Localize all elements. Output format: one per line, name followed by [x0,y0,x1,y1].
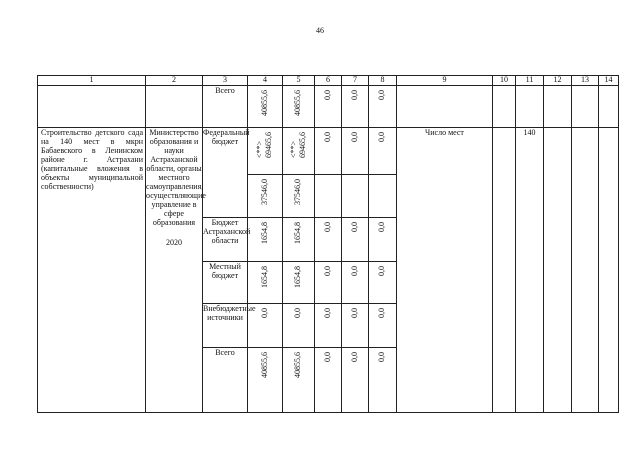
column-number: 6 [315,76,342,86]
amount-value: 40855,6 [259,352,269,378]
amount-cell [369,304,397,348]
column-number-row [38,76,619,86]
amount-cell [369,262,397,304]
project-description: Строительство детского сада на 140 мест в мкрн Бабаевского в Ленинском районе г. Астрахани (капитальные вложения в объекты муниципальной собственности) [38,128,146,413]
funding-source: Местный бюджет [203,262,248,304]
funding-source: Всего [203,348,248,413]
column-number: 3 [203,76,248,86]
indicator-value: 140 [516,128,544,413]
amount-cell [283,348,315,413]
amount-value: 1654,8 [293,266,303,288]
funding-source: Бюджет Астраханской области [203,218,248,262]
responsible-executor [146,128,206,413]
amount-value: 0,0 [322,266,332,276]
amount-mark: <**> [288,140,298,158]
amount-cell [315,86,342,128]
amount-value: 0,0 [293,308,303,318]
amount-value: 69465,6 [264,132,273,158]
amount-value: 0,0 [377,266,387,276]
amount-value: 40855,6 [293,352,303,378]
program-table [37,75,619,413]
amount-value: 0,0 [349,132,359,142]
column-number: 4 [248,76,283,86]
amount-value: 0,0 [377,308,387,318]
column-number: 11 [516,76,544,86]
amount-cell [315,128,342,175]
amount-value: 40855,6 [259,90,269,116]
amount-value: 0,0 [377,352,387,362]
amount-cell [248,86,283,128]
amount-mark: <**> [255,140,265,158]
amount-cell [283,218,315,262]
amount-cell [283,262,315,304]
column-number: 7 [342,76,369,86]
column-number: 8 [369,76,397,86]
amount-value: 69465,6 [297,132,307,158]
amount-value: 0,0 [349,352,359,362]
amount-value: 0,0 [349,90,359,100]
amount-cell [248,128,283,175]
amount-cell [342,304,369,348]
amount-cell [283,175,315,218]
column-number: 9 [397,76,493,86]
funding-source: Внебюджетные источники [203,304,248,348]
responsible-text: Министерство образования и науки Астраханской области, органы местного самоуправления, осуществляющие управление в сфере образования [146,128,206,227]
table-row [38,86,619,128]
amount-value: 0,0 [322,308,332,318]
amount-value: 0,0 [349,308,359,318]
amount-cell [283,304,315,348]
amount-value: 40855,6 [293,90,303,116]
amount-cell [315,218,342,262]
indicator-name: Число мест [397,128,493,413]
amount-cell [342,218,369,262]
amount-value: 1654,8 [293,222,303,244]
amount-cell [369,218,397,262]
amount-cell [342,86,369,128]
amount-value: 1654,8 [259,266,269,288]
amount-cell [342,348,369,413]
amount-cell [315,348,342,413]
amount-cell [248,175,283,218]
amount-value: 0,0 [377,132,387,142]
amount-cell [342,128,369,175]
amount-value: 0,0 [259,308,269,318]
column-number: 2 [146,76,203,86]
amount-cell [248,348,283,413]
page-number: 46 [316,26,324,35]
table-row [38,128,619,175]
amount-cell [315,304,342,348]
amount-cell [248,218,283,262]
amount-value: 0,0 [322,222,332,232]
column-number: 10 [493,76,516,86]
column-number: 1 [38,76,146,86]
amount-value: 0,0 [322,132,332,142]
amount-value: 1654,8 [259,222,269,244]
amount-cell [369,128,397,175]
amount-cell [342,175,369,218]
funding-source: Всего [203,86,248,128]
amount-cell [342,262,369,304]
amount-cell [315,262,342,304]
amount-value: 37546,0 [259,179,269,205]
amount-cell [369,86,397,128]
amount-cell [315,175,342,218]
amount-cell [369,175,397,218]
amount-value: 0,0 [349,266,359,276]
amount-value: 0,0 [377,90,387,100]
amount-value: 0,0 [349,222,359,232]
amount-cell [283,128,315,175]
funding-source: Федеральный бюджет [203,128,248,218]
column-number: 13 [572,76,599,86]
amount-value: 0,0 [377,222,387,232]
amount-value: 37546,0 [293,179,303,205]
column-number: 14 [599,76,619,86]
amount-cell [248,262,283,304]
amount-cell [369,348,397,413]
amount-value: 0,0 [322,90,332,100]
column-number: 5 [283,76,315,86]
implementation-year: 2020 [166,238,182,248]
amount-value: 0,0 [322,352,332,362]
column-number: 12 [544,76,572,86]
amount-cell [283,86,315,128]
